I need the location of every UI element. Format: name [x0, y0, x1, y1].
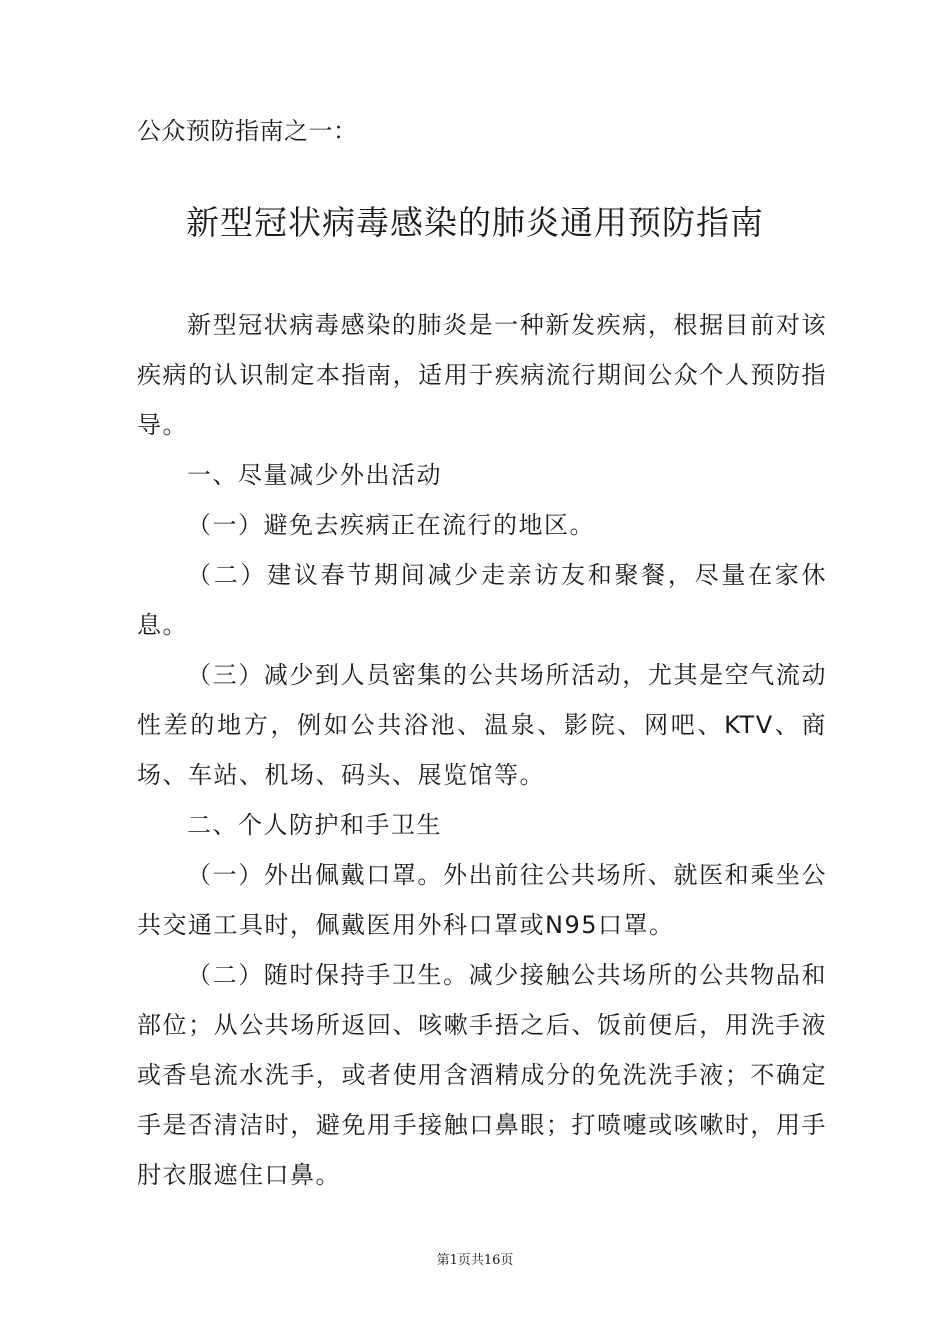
section-heading-reduce-outings: 一、尽量减少外出活动 — [187, 461, 442, 489]
document-body — [137, 300, 827, 1200]
section-heading-personal-protection: 二、个人防护和手卫生 — [187, 811, 442, 839]
paragraph-avoid-epidemic-areas: （一）避免去疾病正在流行的地区。 — [187, 511, 595, 539]
paragraph-hand-hygiene: （二）随时保持手卫生。减少接触公共场所的公共物品和部位；从公共场所返回、咳嗽手捂之后、饭前便后，用洗手液或香皂流水洗手，或者使用含酒精成分的免洗洗手液；不确定手是否清洁时，避免用手接触口鼻眼；打喷嚏或咳嗽时，用手肘衣服遮住口鼻。 — [137, 961, 827, 1189]
intro-paragraph: 新型冠状病毒感染的肺炎是一种新发疾病，根据目前对该疾病的认识制定本指南，适用于疾病流行期间公众个人预防指导。 — [137, 311, 827, 439]
paragraph-avoid-crowded-places: （三）减少到人员密集的公共场所活动，尤其是空气流动性差的地方，例如公共浴池、温泉、影院、网吧、KTV、商场、车站、机场、码头、展览馆等。 — [137, 661, 827, 789]
series-label: 公众预防指南之一： — [137, 117, 358, 145]
page-footer: 第1页共16页 — [436, 1253, 514, 1268]
document-title: 新型冠状病毒感染的肺炎通用预防指南 — [186, 203, 764, 242]
paragraph-wear-mask: （一）外出佩戴口罩。外出前往公共场所、就医和乘坐公共交通工具时，佩戴医用外科口罩或N95口罩。 — [137, 861, 827, 939]
paragraph-reduce-visits: （二）建议春节期间减少走亲访友和聚餐，尽量在家休息。 — [137, 561, 827, 639]
